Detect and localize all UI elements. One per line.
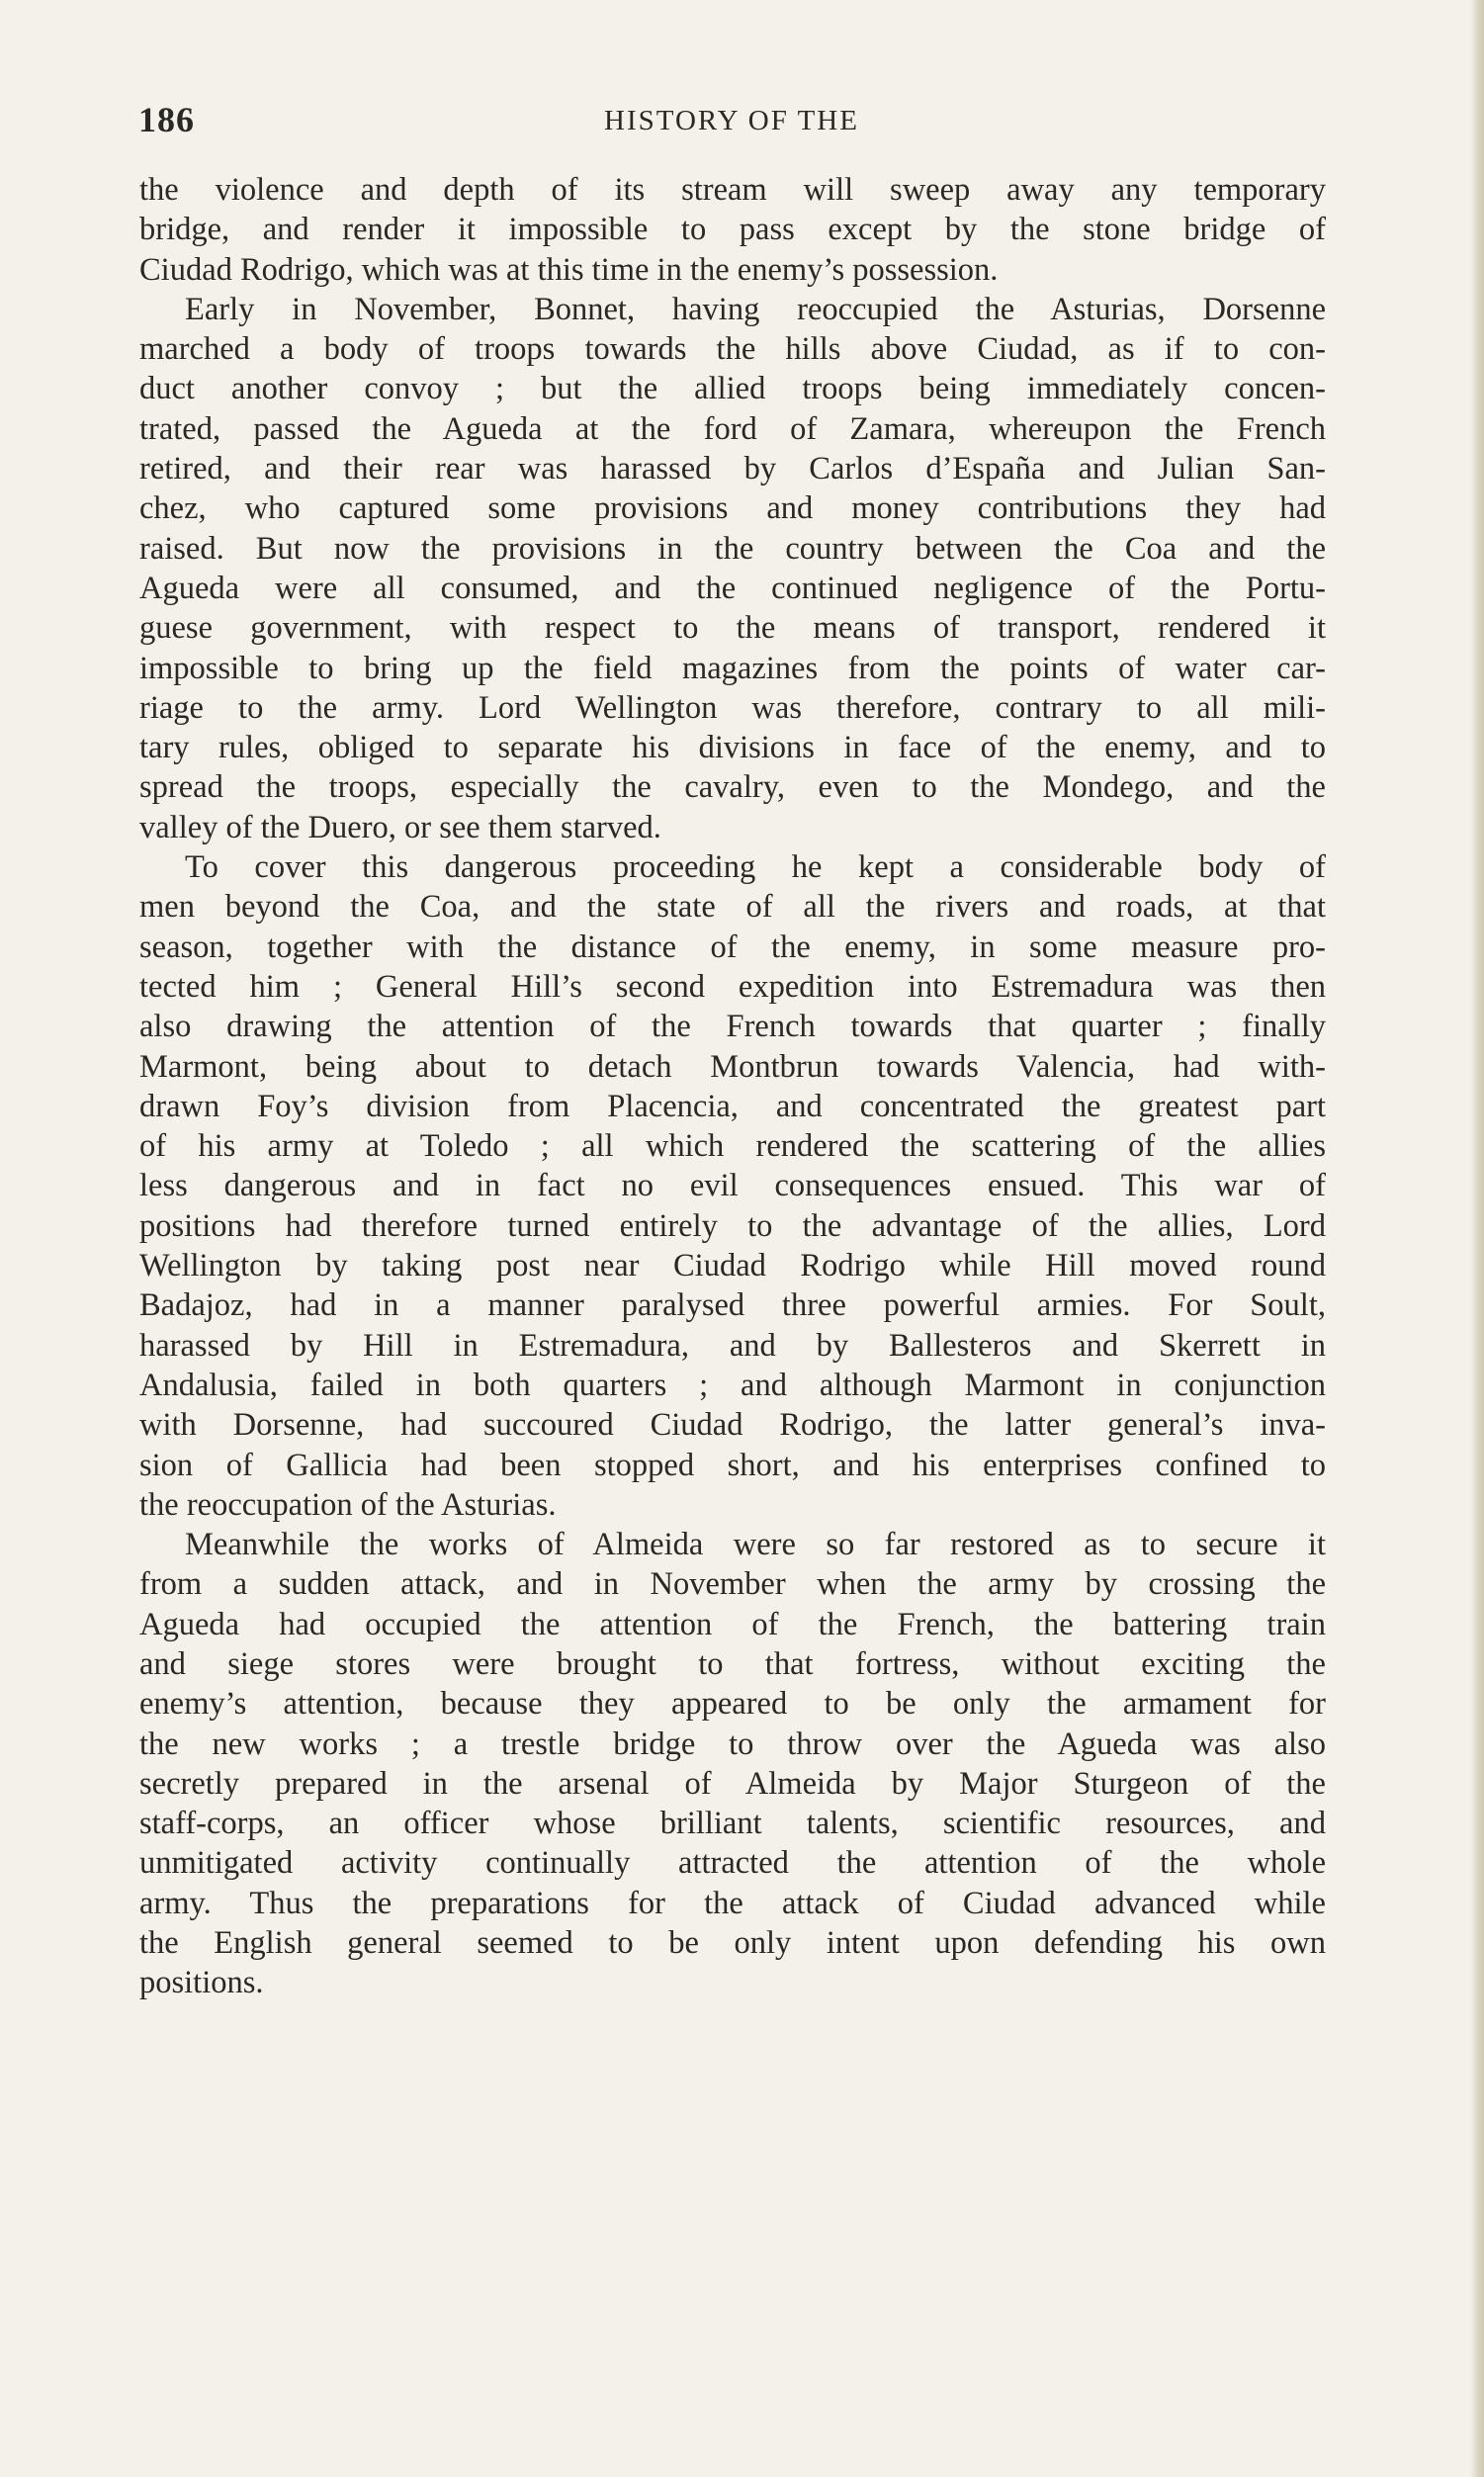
- text-line: of his army at Toledo ; all which rendered the scattering of the allies: [139, 1128, 1326, 1165]
- text-line: chez, who captured some provisions and money contributions they had: [139, 490, 1326, 527]
- text-line: Wellington by taking post near Ciudad Rodrigo while Hill moved round: [139, 1248, 1326, 1284]
- text-line: marched a body of troops towards the hills above Ciudad, as if to con-: [139, 331, 1326, 368]
- text-line: bridge, and render it impossible to pass except by the stone bridge of: [139, 212, 1326, 248]
- text-line: the violence and depth of its stream will sweep away any temporary: [139, 172, 1326, 208]
- text-line: less dangerous and in fact no evil consequences ensued. This war of: [139, 1168, 1326, 1204]
- text-line: Early in November, Bonnet, having reoccupied the Asturias, Dorsenne: [185, 291, 1326, 327]
- page-header: [138, 99, 1325, 148]
- text-line: spread the troops, especially the cavalry, even to the Mondego, and the: [139, 769, 1326, 806]
- text-line: riage to the army. Lord Wellington was therefore, contrary to all mili-: [139, 689, 1326, 726]
- text-line: also drawing the attention of the French towards that quarter ; finally: [139, 1009, 1326, 1045]
- text-line: the English general seemed to be only intent upon defending his own: [139, 1925, 1326, 1962]
- text-line: with Dorsenne, had succoured Ciudad Rodrigo, the latter general’s inva-: [139, 1407, 1326, 1444]
- text-line: Agueda were all consumed, and the continued negligence of the Portu-: [139, 570, 1326, 606]
- text-line: the new works ; a trestle bridge to throw over the Agueda was also: [139, 1725, 1326, 1762]
- text-line: unmitigated activity continually attracted the attention of the whole: [139, 1845, 1326, 1882]
- text-line: To cover this dangerous proceeding he kept a considerable body of: [185, 849, 1326, 886]
- text-line: impossible to bring up the field magazines from the points of water car-: [139, 650, 1326, 686]
- text-line: retired, and their rear was harassed by Carlos d’España and Julian San-: [139, 451, 1326, 487]
- text-line: drawn Foy’s division from Placencia, and concentrated the greatest part: [139, 1088, 1326, 1124]
- text-line: tary rules, obliged to separate his divisions in face of the enemy, and to: [139, 730, 1326, 766]
- text-line: the reoccupation of the Asturias.: [139, 1486, 557, 1523]
- text-line: Ciudad Rodrigo, which was at this time in the enemy’s possession.: [139, 251, 999, 288]
- text-line: tected him ; General Hill’s second expedition into Estremadura was then: [139, 968, 1326, 1005]
- text-line: secretly prepared in the arsenal of Almeida by Major Sturgeon of the: [139, 1765, 1326, 1802]
- text-line: men beyond the Coa, and the state of all the rivers and roads, at that: [139, 889, 1326, 926]
- text-line: trated, passed the Agueda at the ford of Zamara, whereupon the French: [139, 410, 1326, 447]
- text-line: Marmont, being about to detach Montbrun towards Valencia, had with-: [139, 1048, 1326, 1085]
- text-line: Meanwhile the works of Almeida were so far restored as to secure it: [185, 1527, 1326, 1563]
- text-line: season, together with the distance of the enemy, in some measure pro-: [139, 929, 1326, 965]
- text-line: guese government, with respect to the means of transport, rendered it: [139, 610, 1326, 647]
- text-line: positions had therefore turned entirely to the advantage of the allies, Lord: [139, 1207, 1326, 1244]
- text-line: staff-corps, an officer whose brilliant talents, scientific resources, and: [139, 1806, 1326, 1842]
- text-line: Andalusia, failed in both quarters ; and although Marmont in conjunction: [139, 1367, 1326, 1403]
- text-line: Agueda had occupied the attention of the French, the battering train: [139, 1606, 1326, 1642]
- text-line: duct another convoy ; but the allied troops being immediately concen-: [139, 371, 1326, 407]
- body-text: [139, 170, 1326, 2003]
- text-line: positions.: [139, 1965, 264, 2001]
- text-line: valley of the Duero, or see them starved.: [139, 809, 661, 845]
- text-line: harassed by Hill in Estremadura, and by Ballesteros and Skerrett in: [139, 1327, 1326, 1364]
- text-line: raised. But now the provisions in the country between the Coa and the: [139, 530, 1326, 567]
- text-line: and siege stores were brought to that fortress, without exciting the: [139, 1645, 1326, 1682]
- text-line: enemy’s attention, because they appeared to be only the armament for: [139, 1686, 1326, 1723]
- running-head: HISTORY OF THE: [604, 105, 859, 136]
- text-line: sion of Gallicia had been stopped short, and his enterprises confined to: [139, 1447, 1326, 1483]
- page-number: 186: [138, 100, 195, 139]
- text-line: from a sudden attack, and in November when the army by crossing the: [139, 1566, 1326, 1603]
- text-line: army. Thus the preparations for the attack of Ciudad advanced while: [139, 1885, 1326, 1921]
- text-line: Badajoz, had in a manner paralysed three powerful armies. For Soult,: [139, 1287, 1326, 1324]
- page-edge: [1470, 0, 1484, 2477]
